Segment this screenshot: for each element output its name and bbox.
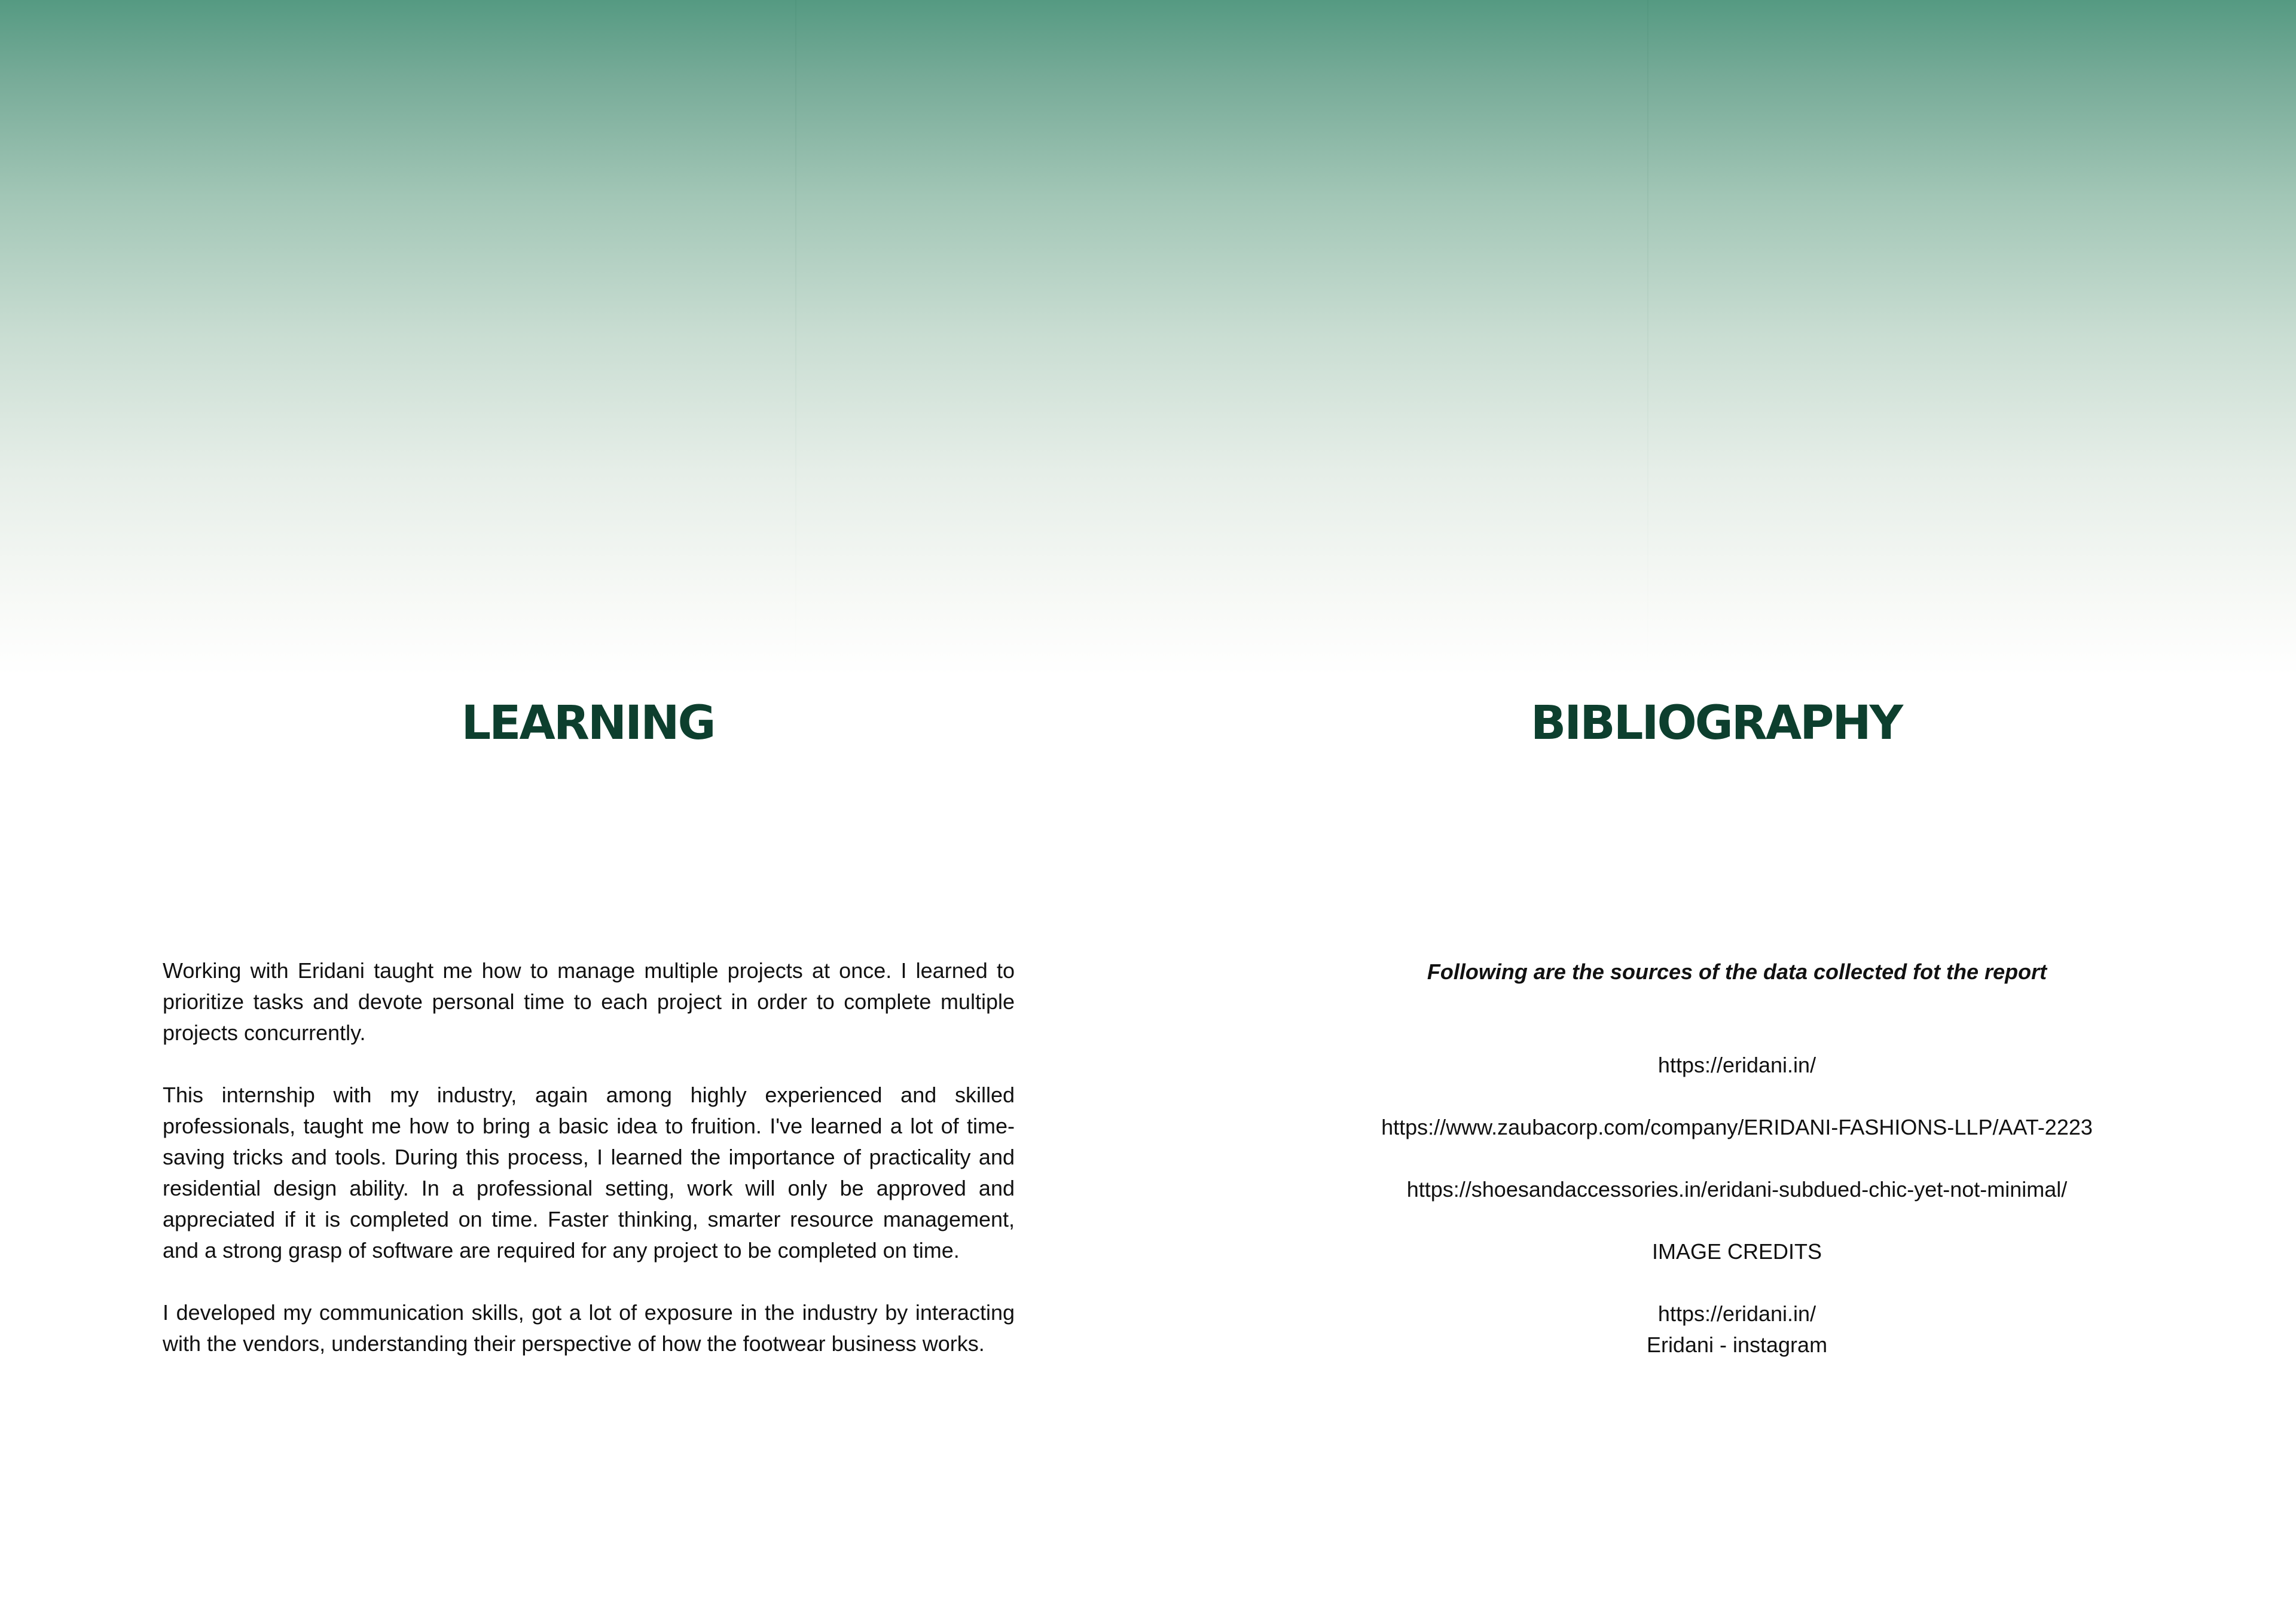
bibliography-heading: BIBLIOGRAPHY — [1530, 696, 1902, 750]
bibliography-intro: Following are the sources of the data collected fot the report — [1427, 959, 2047, 984]
learning-paragraph: Working with Eridani taught me how to manage multiple projects at once. I learned to prioritize tasks and devote personal time to each project in order to complete multiple projects concurrently. — [163, 958, 1015, 1045]
bibliography-section — [1259, 956, 2215, 1361]
gradient-panel-divider — [1647, 0, 1648, 676]
source-link[interactable]: https://eridani.in/ — [1657, 1053, 1816, 1077]
image-credits-label: IMAGE CREDITS — [1651, 1239, 1822, 1264]
source-link[interactable]: https://www.zaubacorp.com/company/ERIDANI-FASHIONS-LLP/AAT-2223 — [1381, 1115, 2093, 1139]
learning-section — [163, 955, 1015, 1390]
learning-paragraph: This internship with my industry, again among highly experienced and skilled professionals, taught me how to bring a basic idea to fruition. I've learned a lot of time-saving tricks and tools. During this process, I learned the importance of practicality and residential design ability. In a professional setting, work will only be approved and appreciated if it is completed on time. Faster thinking, smarter resource management, and a strong grasp of software are required for any project to be completed on time. — [163, 1083, 1015, 1263]
image-credit-link[interactable]: https://eridani.in/ — [1657, 1301, 1816, 1326]
source-link[interactable]: https://shoesandaccessories.in/eridani-subdued-chic-yet-not-minimal/ — [1406, 1177, 2068, 1202]
image-credit-text: Eridani - instagram — [1646, 1332, 1828, 1357]
gradient-panel-divider — [795, 0, 796, 676]
learning-paragraph: I developed my communication skills, got a lot of exposure in the industry by interacting with the vendors, understanding their perspective of how the footwear business works. — [163, 1300, 1015, 1356]
header-gradient-banner — [0, 0, 2296, 676]
learning-heading: LEARNING — [461, 696, 715, 750]
